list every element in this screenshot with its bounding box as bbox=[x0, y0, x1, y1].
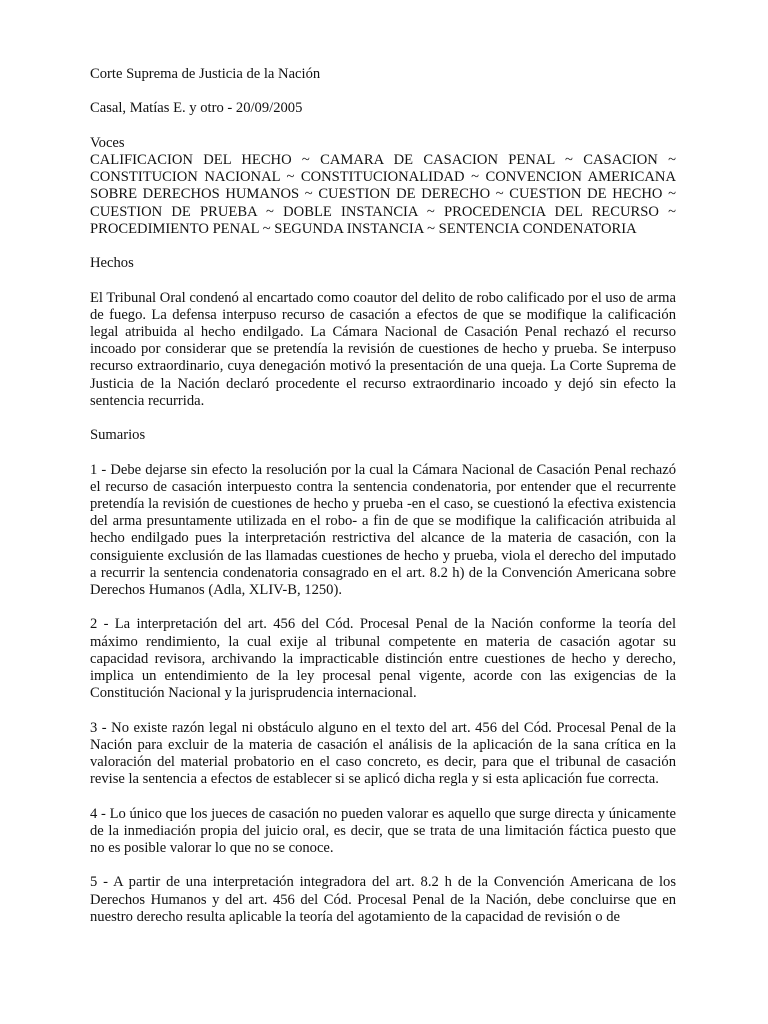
sumario-paragraph-3: 3 - No existe razón legal ni obstáculo alguno en el texto del art. 456 del Cód. Procesal Penal de la Nación para excluir de la materia de casación el análisis de la aplicación de la sana crítica en la valoración del material probatorio en el caso concreto, es decir, para que el tribunal de casación revise la sentencia a efectos de establecer si se aplicó dicha regla y si esta aplicación fue correcta. bbox=[90, 719, 676, 788]
document-page bbox=[90, 66, 676, 943]
hechos-heading: Hechos bbox=[90, 255, 134, 272]
voces-list: CALIFICACION DEL HECHO ~ CAMARA DE CASACION PENAL ~ CASACION ~ CONSTITUCION NACIONAL ~ CONSTITUCIONALIDAD ~ CONVENCION AMERICANA SOBRE DERECHOS HUMANOS ~ CUESTION DE DERECHO ~ CUESTION DE HECHO ~ CUESTION DE PRUEBA ~ DOBLE INSTANCIA ~ PROCEDENCIA DEL RECURSO ~ PROCEDIMIENTO PENAL ~ SEGUNDA INSTANCIA ~ SENTENCIA CONDENATORIA bbox=[90, 151, 676, 237]
sumario-paragraph-5: 5 - A partir de una interpretación integradora del art. 8.2 h de la Convención Americana de los Derechos Humanos y del art. 456 del Cód. Procesal Penal de la Nación, debe concluirse que en nuestro derecho resulta aplicable la teoría del agotamiento de la capacidad de revisión o de bbox=[90, 874, 676, 925]
sumario-paragraph-1: 1 - Debe dejarse sin efecto la resolución por la cual la Cámara Nacional de Casación Penal rechazó el recurso de casación interpuesto contra la sentencia condenatoria, por entender que el recurrente pretendía la revisión de cuestiones de hecho y prueba -en el caso, se cuestionó la efectiva existencia del arma presuntamente utilizada en el robo- a fin de que se modifique la calificación atribuida al hecho endilgado pues la interpretación restrictiva del alcance de la materia de casación, con la consiguiente exclusión de las llamadas cuestiones de hecho y prueba, viola el derecho del imputado a recurrir la sentencia condenatoria consagrado en el art. 8.2 h) de la Convención Americana sobre Derechos Humanos (Adla, XLIV-B, 1250). bbox=[90, 461, 676, 598]
hechos-paragraph: El Tribunal Oral condenó al encartado como coautor del delito de robo calificado por el uso de arma de fuego. La defensa interpuso recurso de casación a efectos de que se modifique la calificación legal atribuida al hecho endilgado. La Cámara Nacional de Casación Penal rechazó el recurso incoado por considerar que se pretendía la revisión de cuestiones de hecho y prueba. Se interpuso recurso extraordinario, cuya denegación motivó la presentación de una queja. La Corte Suprema de Justicia de la Nación declaró procedente el recurso extraordinario incoado y dejó sin efecto la sentencia recurrida. bbox=[90, 289, 676, 409]
case-title: Casal, Matías E. y otro - 20/09/2005 bbox=[90, 100, 303, 117]
sumario-paragraph-4: 4 - Lo único que los jueces de casación no pueden valorar es aquello que surge directa y únicamente de la inmediación propia del juicio oral, es decir, que se trata de una limitación fáctica puesto que no es posible valorar lo que no se conoce. bbox=[90, 805, 676, 856]
court-name: Corte Suprema de Justicia de la Nación bbox=[90, 66, 321, 82]
sumario-paragraph-2: 2 - La interpretación del art. 456 del Cód. Procesal Penal de la Nación conforme la teoría del máximo rendimiento, la cual exije al tribunal competente en materia de casación agotar su capacidad revisora, archivando la impracticable distinción entre cuestiones de hecho y derecho, implica un entendimiento de la ley procesal penal vigente, acorde con las exigencias de la Constitución Nacional y la jurisprudencia internacional. bbox=[90, 616, 676, 702]
voces-heading: Voces bbox=[90, 134, 125, 151]
sumarios-heading: Sumarios bbox=[90, 427, 146, 444]
